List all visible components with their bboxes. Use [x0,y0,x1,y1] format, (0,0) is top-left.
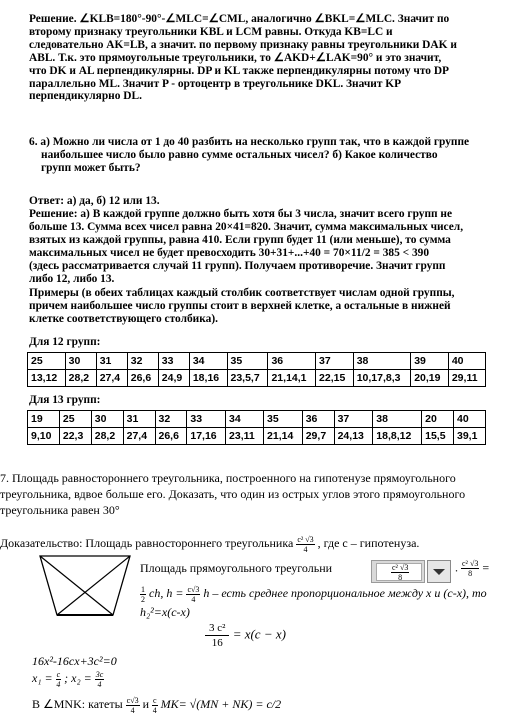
denominator: 8 [398,573,403,582]
denominator: 4 [130,705,135,715]
table-cell: 9,10 [28,428,60,445]
text-line: 7. Площадь равностороннего треугольника, построенного на гипотенузе прямоугольного [0,471,456,485]
text-line: второму признаку треугольники KBL и LCM равны. Откуда KB=LC и [29,25,393,38]
table-cell: 37 [334,411,373,428]
problem-6 [29,136,479,175]
table-cell: 32 [127,353,158,370]
text-line: Решение. ∠KLB=180°-90°-∠MLC=∠CML, аналогично ∠BKL=∠MLC. Значит по [29,13,450,25]
answer-6 [29,195,479,208]
trapezoid-shape [40,556,130,615]
table-cell: 32 [155,411,187,428]
table12-caption [29,336,479,349]
fraction [152,696,158,715]
table-cell: 28,2 [91,428,123,445]
fraction [126,696,140,715]
text-line: ABL. Т.к. это прямоугольные треугольники, то ∠AKD+∠LAK=90° и это значит, [29,51,442,64]
text-line: взятых из каждой группы, равна 410. Если групп будет 11 (или меньше), то сумма [29,233,451,246]
fraction [140,585,146,604]
table-cell: 27,4 [123,428,155,445]
caption: Для 13 групп: [29,394,101,406]
table-row [28,370,486,387]
table-cell: 23,11 [226,428,264,445]
text-line: (здесь рассматривается случай 11 групп). Получаем противоречие. Значит групп [29,259,446,272]
equation-object[interactable] [371,560,425,583]
table-cell: 39 [411,353,449,370]
table-cell: 22,15 [316,370,354,387]
table-cell: 30 [91,411,123,428]
numerator: 1 [141,584,145,594]
equation-box [376,563,422,581]
text-line: перпендикулярно DL. [29,90,142,103]
numerator: 3c [95,669,104,679]
table-cell: 40 [454,411,486,428]
table-cell: 31 [96,353,127,370]
table-cell: 35 [264,411,303,428]
table-cell: 18,16 [189,370,227,387]
roots-line: x₁ = $\frac{c}{4}$ ; x₂ = $\frac{3c}{4}$ [32,669,104,689]
table-cell: 37 [316,353,354,370]
proof-intro-tail: , где с – гипотенуза. [317,536,420,550]
table-cell: 20 [422,411,454,428]
numerator: c√3 [187,584,200,594]
denominator: 16 [211,637,223,649]
text-line: больше 13. Сумма всех чисел равна 20×41=820. Значит, сумма максимальных чисел, [29,220,464,233]
table-cell: 21,14,1 [268,370,316,387]
table-row [28,428,486,445]
table-cell: 30 [65,353,96,370]
groups-table-12 [27,352,486,387]
geometry-figure [37,553,133,619]
fraction [205,621,229,650]
table-cell: 40 [448,353,485,370]
caption: Для 12 групп: [29,336,101,348]
proof-intro [0,533,419,554]
table-cell: 22,3 [59,428,91,445]
main-equation [205,621,286,650]
text-line: максимальных чисел не будет превосходить 30+31+...+40 = 70×11/2 = 385 < 390 [29,246,430,259]
table-cell: 24,9 [158,370,189,387]
table-cell: 38 [373,411,422,428]
table-cell: 21,14 [264,428,303,445]
height-squared [140,605,190,619]
table-cell: 36 [302,411,334,428]
table-cell: 31 [123,411,155,428]
denominator: 8 [468,569,473,578]
table-cell: 28,2 [65,370,96,387]
problem-7 [0,470,515,518]
diagonal-line [40,556,113,615]
text-line: клетке соответствующего столбика). [29,313,218,326]
table-cell: 10,17,8,3 [353,370,410,387]
denominator: 4 [191,594,196,604]
equation-text: 16x²-16cx+3c²=0 [32,654,117,668]
denominator: 2 [141,594,145,604]
table-cell: 29,11 [448,370,485,387]
area-text: Площадь прямоугольного треугольни [140,561,333,575]
table-cell: 36 [268,353,316,370]
text-line: Примеры (в обеих таблицах каждый столбик соответствует числам одной группы, [29,287,455,300]
table-cell: 34 [189,353,227,370]
text-line: что DK и AL перпендикулярны. DP и KL также перпендикулярны потому что DP [29,64,449,77]
denominator: 4 [152,705,157,715]
text-line: групп может быть? [41,161,141,174]
right-triangle-area-label [140,561,332,575]
numerator: c² √3 [392,563,409,572]
text-line: 6. а) Можно ли числа от 1 до 40 разбить на несколько групп так, что в каждой группе [29,136,470,148]
quadratic-equation [32,654,117,668]
numerator: c [153,695,157,705]
table-cell: 29,7 [302,428,334,445]
denominator: 4 [303,544,308,554]
diagonal-line [57,556,130,615]
table-cell: 38 [353,353,410,370]
table-cell: 39,1 [454,428,486,445]
equation-text: h₂²=x(c-x) [140,605,190,619]
text-line: наибольшее число было равно сумме остальных чисел? б) Какое количество [41,148,438,161]
table-cell: 17,16 [187,428,226,445]
table-cell: 13,12 [28,370,66,387]
fraction [296,535,314,554]
fraction [56,670,62,689]
table-cell: 19 [28,411,60,428]
text-line: треугольника равен 30° [0,503,120,517]
numerator: c² √3 [462,559,479,568]
text-line: треугольника, вдвое больше его. Доказать, что один из острых углов этого прямоугольного [0,487,466,501]
table-cell: 25 [59,411,91,428]
table13-caption [29,394,479,407]
numerator: 3 c² [205,621,229,636]
proof-intro-text: Доказательство: Площадь равностороннего треугольника [0,536,294,550]
table-cell: 23,5,7 [227,370,268,387]
denominator: 4 [97,679,102,689]
mnk-line: В ∠MNK: катеты $\frac{c√3}{4}$ и $\frac{c}{4}$ MK= √(MN + NK) = c/2 [32,695,282,715]
table-cell: 34 [226,411,264,428]
fraction [461,559,479,578]
height-text: h – есть среднее пропорциональное между x и (c-x), то [203,586,487,600]
table-cell: 15,5 [422,428,454,445]
solution-6 [29,208,479,326]
table-cell: 27,4 [96,370,127,387]
text-line: Решение: а) В каждой группе должно быть хотя бы 3 числа, значит всего групп не [29,208,453,220]
table-cell: 26,6 [155,428,187,445]
table-cell: 20,19 [411,370,449,387]
table-row [28,411,486,428]
equation-right: = x(c − x) [232,626,286,642]
fraction [95,670,105,689]
area-result: . $\frac{\text{c² √3}}{8}$ = [455,559,490,578]
text-line: параллельно ML. Значит P - ортоцентр в треугольнике DKL. Значит KP [29,77,402,90]
equation-options-dropdown[interactable] [427,560,451,583]
chevron-down-icon [428,561,450,582]
table-cell: 18,8,12 [373,428,422,445]
numerator: c [56,669,61,679]
answer-line: Ответ: а) да, б) 12 или 13. [29,195,160,207]
fraction [186,585,200,604]
table-cell: 26,6 [127,370,158,387]
table-cell: 25 [28,353,66,370]
mnk-tail: MK= √(MN + NK) = c/2 [160,697,282,711]
text-line: следовательно AK=LB, а значит. по первому признаку равны треугольники DAK и [29,38,457,51]
table-cell: 35 [227,353,268,370]
numerator: c² √3 [297,534,314,544]
fraction [391,563,409,582]
text-line: причем наибольшее число группы стоит в верхней клетке, а остальные в нижней [29,300,451,313]
height-line: $\frac{1}{2}$ ch, h = $\frac{c√3}{4}$ h – есть среднее пропорциональное между x и (c-x), то [141,584,487,604]
table-cell: 33 [158,353,189,370]
text-line: либо 12, либо 13. [29,272,115,285]
table-cell: 33 [187,411,226,428]
numerator: c√3 [126,695,139,705]
denominator: 4 [56,679,61,689]
mnk-text: В ∠MNK: катеты [32,697,123,711]
table-cell: 24,13 [334,428,373,445]
table-row [28,353,486,370]
groups-table-13 [27,410,486,445]
previous-solution [29,13,479,103]
